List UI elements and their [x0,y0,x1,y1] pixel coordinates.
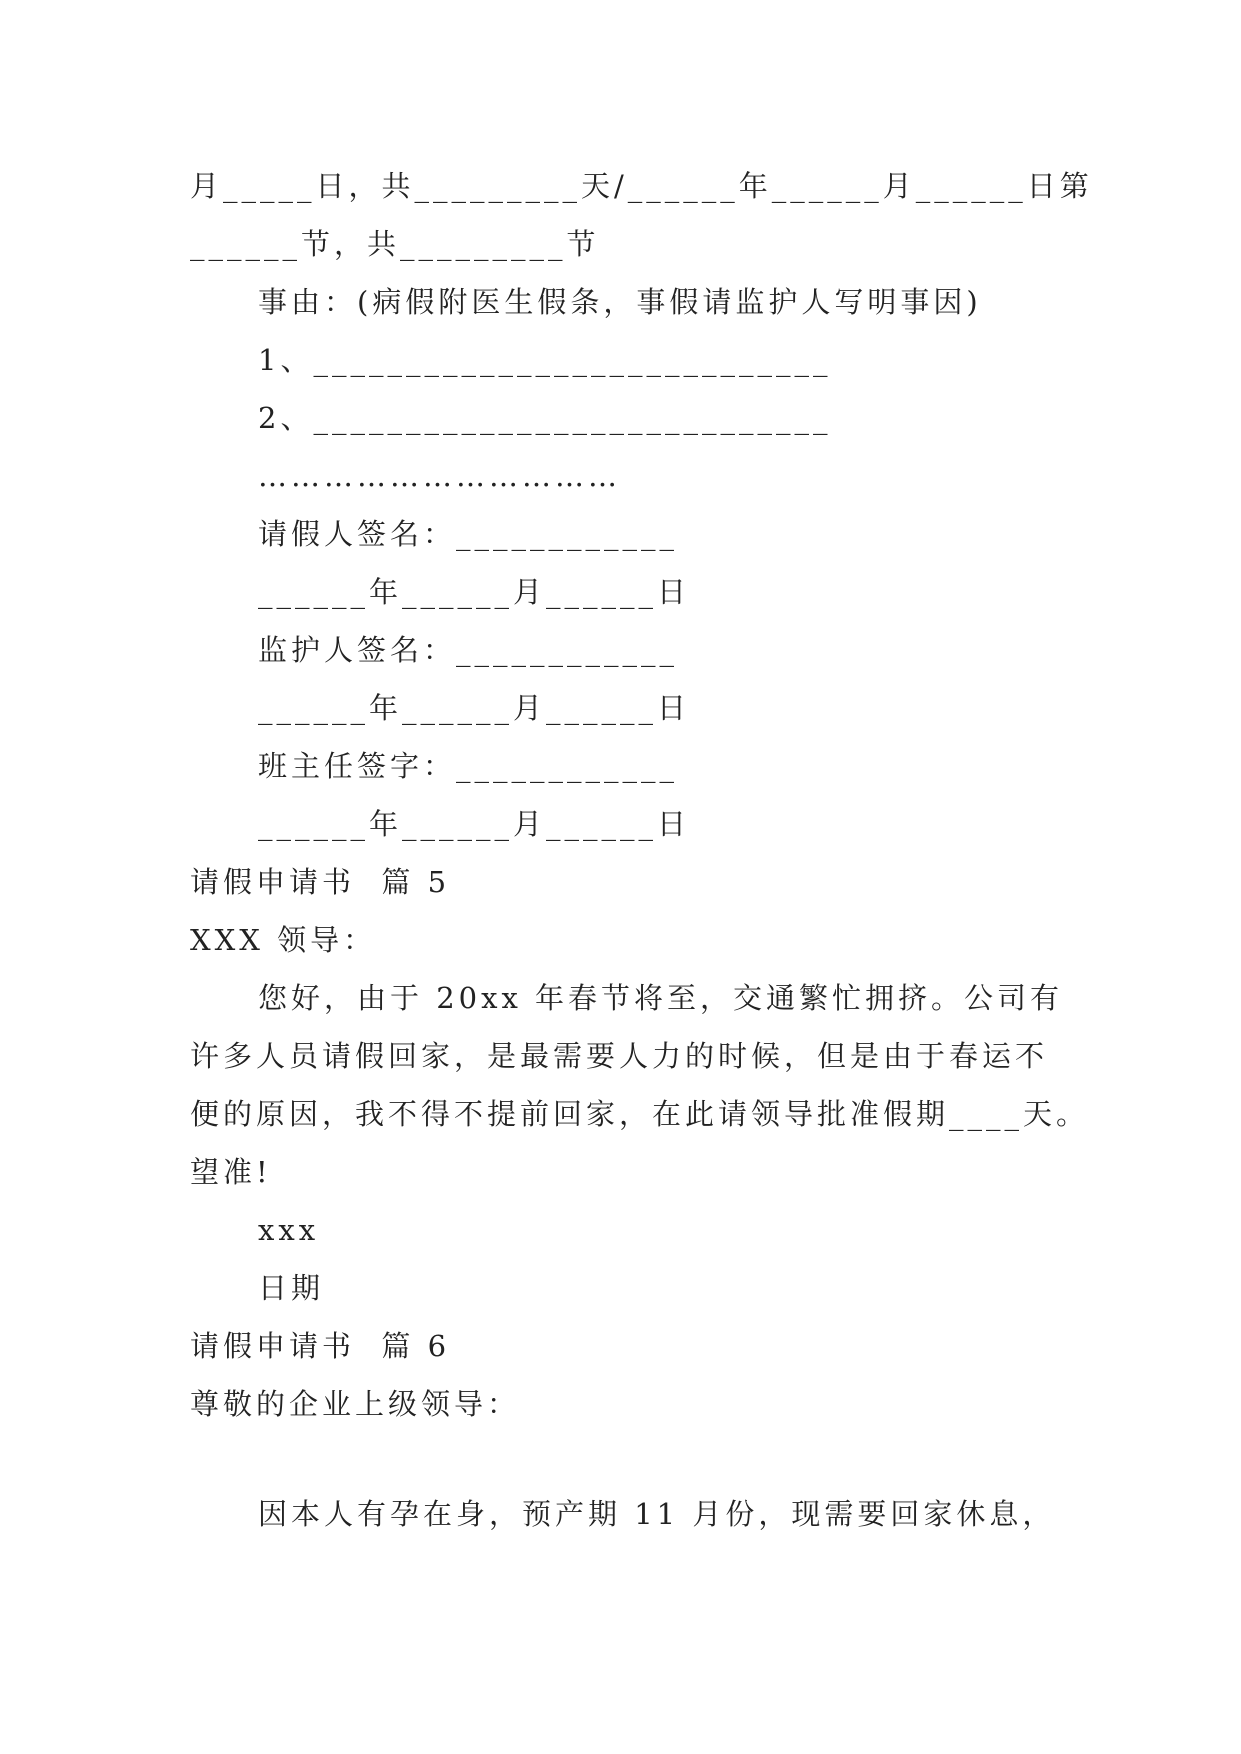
body-6-line-1: 因本人有孕在身，预产期 11 月份，现需要回家休息， [258,1497,1056,1531]
body-5-line-4: 望准! [190,1155,272,1189]
teacher-signature-line: 班主任签字：____________ [258,749,679,783]
section-title-5: 请假申请书 篇 5 [190,865,451,899]
date-label-5: 日期 [258,1271,325,1305]
body-5-line-2: 许多人员请假回家，是最需要人力的时候，但是由于春运不 [190,1039,1049,1073]
signer-name-5: xxx [258,1213,320,1247]
applicant-signature-line: 请假人签名：____________ [258,517,679,551]
guardian-signature-line: 监护人签名：____________ [258,633,679,667]
guardian-date-line: ______年______月______日 [258,691,691,725]
salutation-6: 尊敬的企业上级领导： [190,1387,521,1421]
applicant-date-line: ______年______月______日 [258,575,691,609]
reason-item-1: 1、____________________________ [258,343,832,377]
salutation-5: XXX 领导： [190,923,377,957]
date-range-line-2: ______节，共_________节 [190,227,600,261]
teacher-date-line: ______年______月______日 [258,807,691,841]
body-5-line-3: 便的原因，我不得不提前回家，在此请领导批准假期____天。 [190,1097,1090,1131]
section-title-6: 请假申请书 篇 6 [190,1329,451,1363]
body-5-line-1: 您好，由于 20xx 年春节将至，交通繁忙拥挤。公司有 [258,981,1064,1015]
reason-item-2: 2、____________________________ [258,401,832,435]
reason-heading: 事由：(病假附医生假条，事假请监护人写明事因) [258,285,982,319]
ellipsis-line: …………………………… [258,459,621,493]
date-range-line-1: 月_____日，共_________天/______年______月______日第 [190,169,1093,203]
